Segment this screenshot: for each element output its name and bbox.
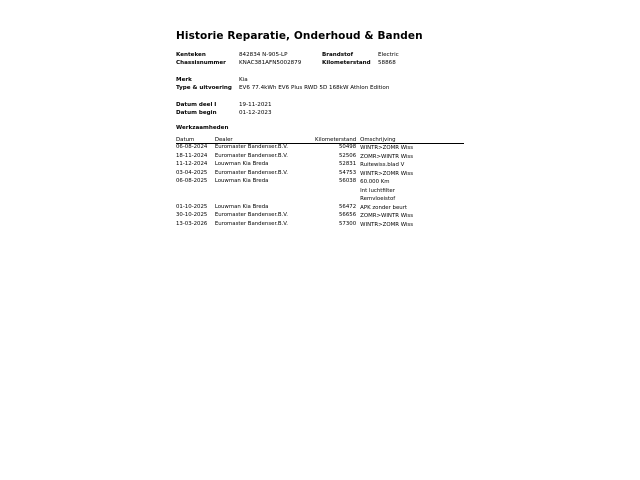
row-dealer: Euromaster Bandenser.B.V. xyxy=(214,152,289,159)
table-row xyxy=(176,204,464,213)
row-dealer: Louwman Kia Breda xyxy=(214,161,269,167)
table-body xyxy=(176,144,464,230)
row-omschrijving xyxy=(360,170,464,179)
datum-begin-value: 01-12-2023 xyxy=(239,110,272,116)
table-row xyxy=(176,221,464,230)
werkzaamheden-title: Werkzaamheden xyxy=(176,125,229,131)
row-omschrijving xyxy=(360,161,464,170)
row-date: 03-04-2025 xyxy=(176,169,208,176)
row-kilometerstand: 54753 xyxy=(339,169,357,176)
table-row xyxy=(176,161,464,170)
row-date: 30-10-2025 xyxy=(176,212,208,218)
column-header-kilometerstand: Kilometerstand xyxy=(314,135,360,144)
row-omschrijving-line: WINTR>ZOMR Wiss xyxy=(360,145,414,151)
page-title: Historie Reparatie, Onderhoud & Banden xyxy=(176,30,423,42)
row-omschrijving xyxy=(360,204,464,213)
column-header-omschrijving: Omschrijving xyxy=(360,135,464,144)
row-date: 06-08-2024 xyxy=(176,144,208,150)
table-row xyxy=(176,153,464,162)
column-header-datum: Datum xyxy=(176,135,215,144)
datum-deel-label: Datum deel I xyxy=(176,102,217,108)
table-header-row xyxy=(176,135,464,144)
row-kilometerstand: 56038 xyxy=(339,178,357,184)
row-omschrijving-line: 60.000 Km xyxy=(360,179,390,185)
column-header-dealer: Dealer xyxy=(215,135,314,144)
row-omschrijving xyxy=(360,221,464,230)
merk-label: Merk xyxy=(176,77,192,83)
merk-value: Kia xyxy=(239,77,248,83)
kilometerstand-label: Kilometerstand xyxy=(322,60,371,66)
row-dealer: Louwman Kia Breda xyxy=(214,178,269,184)
row-dealer: Euromaster Bandenser.B.V. xyxy=(214,169,289,176)
kenteken-label: Kenteken xyxy=(176,52,206,58)
row-omschrijving-line: WINTR>ZOMR Wiss xyxy=(360,170,414,177)
datum-begin-label: Datum begin xyxy=(176,110,217,116)
row-omschrijving-line: ZOMR>WINTR Wiss xyxy=(360,153,414,160)
row-omschrijving xyxy=(360,144,464,153)
brandstof-label: Brandstof xyxy=(322,52,354,58)
row-date: 11-12-2024 xyxy=(176,161,208,167)
row-omschrijving xyxy=(360,178,464,204)
datum-deel-value: 19-11-2021 xyxy=(239,102,272,108)
table-row xyxy=(176,178,464,204)
row-omschrijving xyxy=(360,212,464,221)
werkzaamheden-table xyxy=(176,135,464,229)
type-label: Type & uitvoering xyxy=(176,85,232,91)
row-omschrijving xyxy=(360,153,464,162)
row-omschrijving-line: APK zonder beurt xyxy=(360,204,408,211)
row-date: 18-11-2024 xyxy=(176,152,208,159)
table-row xyxy=(176,212,464,221)
row-kilometerstand: 56656 xyxy=(339,212,357,218)
table-row xyxy=(176,170,464,179)
row-omschrijving-line: Ruitewiss.blad V xyxy=(360,162,405,168)
row-kilometerstand: 57300 xyxy=(339,220,357,227)
chassis-value: KNAC381AFN5002879 xyxy=(239,60,302,66)
row-dealer: Louwman Kia Breda xyxy=(214,203,269,210)
row-omschrijving-line: Int luchtfilter xyxy=(360,187,395,194)
table-row xyxy=(176,144,464,153)
row-date: 13-03-2026 xyxy=(176,220,208,227)
row-kilometerstand: 50498 xyxy=(339,144,357,150)
row-omschrijving-line: WINTR>ZOMR Wiss xyxy=(360,221,414,228)
row-omschrijving-line: Remvloeistof xyxy=(360,196,396,202)
row-omschrijving-line: ZOMR>WINTR Wiss xyxy=(360,213,414,219)
row-dealer: Euromaster Bandenser.B.V. xyxy=(214,220,289,227)
brandstof-value: Electric xyxy=(378,52,399,58)
kenteken-value: 842834 N-905-LP xyxy=(239,52,288,58)
row-date: 06-08-2025 xyxy=(176,178,208,184)
row-date: 01-10-2025 xyxy=(176,203,208,210)
chassis-label: Chassisnummer xyxy=(176,60,226,66)
row-kilometerstand: 52831 xyxy=(339,161,357,167)
row-kilometerstand: 52506 xyxy=(339,152,357,159)
row-kilometerstand: 56472 xyxy=(339,203,357,210)
kilometerstand-value: 58868 xyxy=(378,60,396,66)
type-value: EV6 77.4kWh EV6 Plus RWD 5D 168kW Athlon Edition xyxy=(239,85,390,91)
row-dealer: Euromaster Bandenser.B.V. xyxy=(214,144,289,150)
row-dealer: Euromaster Bandenser.B.V. xyxy=(214,212,289,218)
